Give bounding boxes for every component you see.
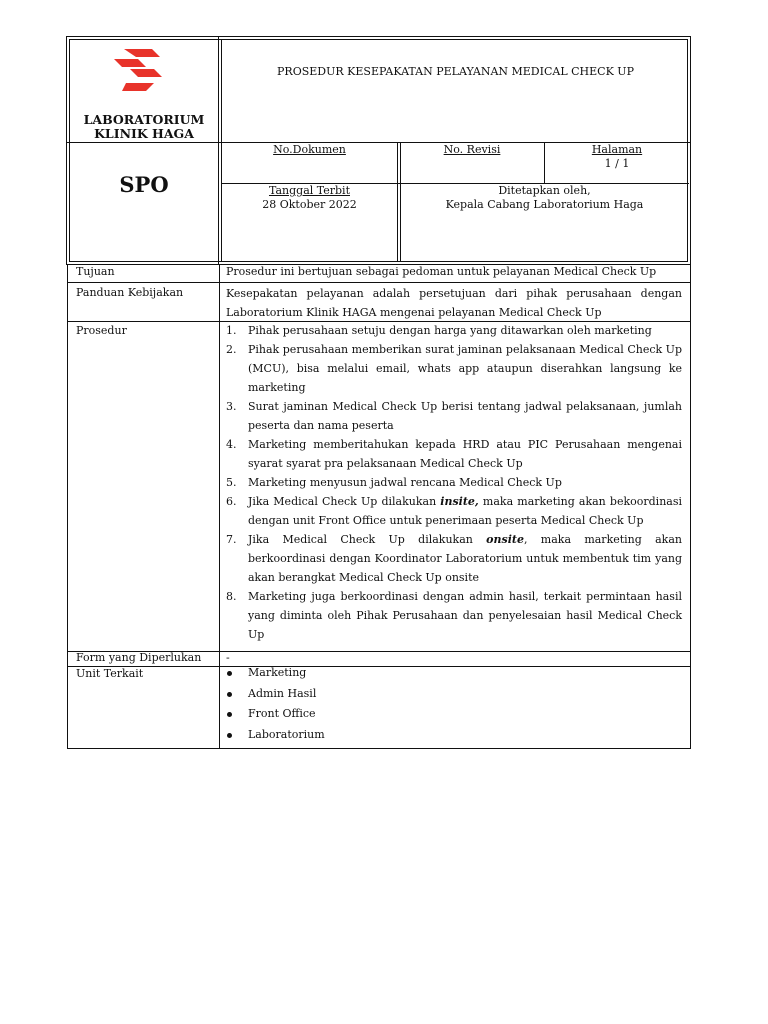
unit-item-label: Laboratorium: [248, 727, 325, 741]
panduan-label: Panduan Kebijakan: [76, 286, 184, 299]
no-dokumen-label: No.Dokumen: [273, 143, 346, 156]
prosedur-step: [220, 587, 682, 644]
ditetapkan-line1: Ditetapkan oleh,: [498, 184, 591, 197]
logo-icon: [108, 47, 168, 95]
bullet-icon: [227, 733, 232, 738]
tujuan-label: Tujuan: [76, 265, 115, 278]
step-text: Marketing menyusun jadwal rencana Medical Check Up: [248, 476, 562, 489]
org-name: [70, 113, 218, 141]
prosedur-step: [220, 530, 682, 587]
step-text: Marketing memberitahukan kepada HRD atau PIC Perusahaan mengenai syarat syarat pra pelaksanaan Medical Check Up: [248, 438, 682, 470]
form-value: -: [226, 651, 230, 664]
unit-item-label: Marketing: [248, 666, 307, 679]
form-label: Form yang Diperlukan: [76, 651, 202, 664]
prosedur-step: [220, 340, 682, 397]
header-divider-v3: [397, 142, 398, 262]
org-name-line1: LABORATORIUM: [83, 112, 205, 127]
unit-item: [220, 684, 682, 705]
step-text: Jika Medical Check Up dilakukan onsite, maka marketing akan berkoordinasi dengan Koordinator Laboratorium untuk membentuk tim yang akan berangkat Medical Check Up onsite: [248, 533, 682, 584]
step-text: Surat jaminan Medical Check Up berisi tentang jadwal pelaksanaan, jumlah peserta dan nama peserta: [248, 400, 682, 432]
org-name-line2: KLINIK HAGA: [94, 126, 194, 141]
step-number: 1.: [226, 324, 237, 337]
step-emphasis: insite,: [440, 495, 479, 508]
bullet-icon: [227, 712, 232, 717]
step-number: 4.: [226, 438, 237, 451]
step-number: 8.: [226, 590, 237, 603]
tanggal-value: 28 Oktober 2022: [262, 198, 357, 211]
unit-item: [220, 663, 682, 684]
prosedur-step: [220, 492, 682, 530]
prosedur-step: [220, 473, 682, 492]
doc-title: PROSEDUR KESEPAKATAN PELAYANAN MEDICAL CHECK UP: [277, 65, 634, 78]
step-text: Pihak perusahaan setuju dengan harga yang ditawarkan oleh marketing: [248, 324, 652, 337]
unit-item: [220, 704, 682, 725]
doc-type: SPO: [119, 172, 169, 197]
unit-item: [220, 725, 682, 746]
prosedur-label: Prosedur: [76, 324, 127, 337]
panduan-text: Kesepakatan pelayanan adalah persetujuan dari pihak perusahaan dengan Laboratorium Klinik HAGA mengenai pelayanan Medical Check Up: [226, 287, 682, 319]
prosedur-step: [220, 397, 682, 435]
tanggal-label: Tanggal Terbit: [268, 184, 350, 197]
bullet-icon: [227, 692, 232, 697]
step-text: Marketing juga berkoordinasi dengan admin hasil, terkait permintaan hasil yang diminta oleh Pihak Perusahaan dan penyelesaian hasil Medical Check Up: [248, 590, 682, 641]
unit-item-label: Front Office: [248, 707, 316, 720]
halaman-label: Halaman: [591, 143, 643, 156]
row-divider-1: [67, 282, 690, 283]
ditetapkan-line2: Kepala Cabang Laboratorium Haga: [445, 198, 644, 211]
unit-label: Unit Terkait: [76, 667, 144, 680]
header-divider-v: [218, 36, 219, 264]
prosedur-step: [220, 435, 682, 473]
bullet-icon: [227, 671, 232, 676]
no-revisi-label: No. Revisi: [443, 143, 501, 156]
step-number: 7.: [226, 533, 237, 546]
step-number: 6.: [226, 495, 237, 508]
step-number: 3.: [226, 400, 237, 413]
step-text: Jika Medical Check Up dilakukan insite, maka marketing akan bekoordinasi dengan unit Front Office untuk penerimaan peserta Medical Check Up: [248, 495, 683, 527]
unit-list: [220, 663, 682, 745]
halaman-value: 1 / 1: [604, 157, 630, 170]
step-text: Pihak perusahaan memberikan surat jaminan pelaksanaan Medical Check Up (MCU), bisa melalui email, whats app ataupun diserahkan langsung ke marketing: [248, 343, 682, 394]
prosedur-list: [220, 321, 682, 644]
unit-item-label: Admin Hasil: [248, 686, 317, 700]
step-emphasis: onsite: [486, 533, 524, 546]
step-number: 5.: [226, 476, 237, 489]
step-number: 2.: [226, 343, 237, 356]
prosedur-step: [220, 321, 682, 340]
tujuan-text: Prosedur ini bertujuan sebagai pedoman untuk pelayanan Medical Check Up: [226, 265, 657, 278]
